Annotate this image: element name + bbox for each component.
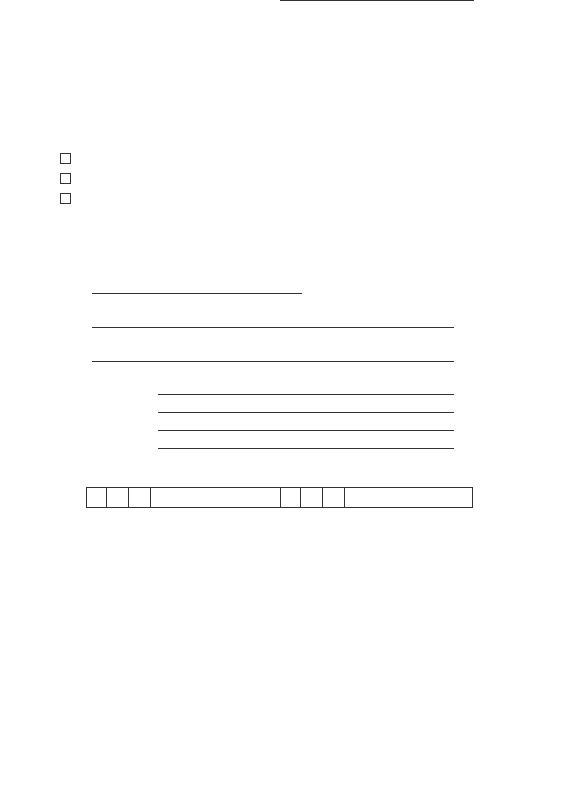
condition-1 [60,153,72,166]
condition-3 [60,193,72,206]
header-weekday [129,488,151,508]
calendar-table-left [86,487,281,508]
child-name-field[interactable] [92,327,454,328]
condition-1-checkbox[interactable] [60,153,71,164]
header-wish [345,488,473,508]
condition-2 [60,173,72,186]
guardian-name-field[interactable] [92,361,454,362]
header-weekday [323,488,345,508]
item1-underline[interactable] [92,293,302,294]
calendar-header-row [87,488,281,508]
calendar-empty-area [280,0,474,1]
header-day [301,488,323,508]
header-month [87,488,107,508]
contact-company-field[interactable] [158,430,454,431]
calendar-header-row [281,488,473,508]
contact-home-field[interactable] [158,394,454,395]
header-day [107,488,129,508]
header-wish [151,488,281,508]
condition-2-checkbox[interactable] [60,173,71,184]
contact-mobile-field[interactable] [158,412,454,413]
condition-3-checkbox[interactable] [60,193,71,204]
header-month [281,488,301,508]
calendar-table-right [280,487,473,508]
contact-phone-field[interactable] [158,448,454,449]
